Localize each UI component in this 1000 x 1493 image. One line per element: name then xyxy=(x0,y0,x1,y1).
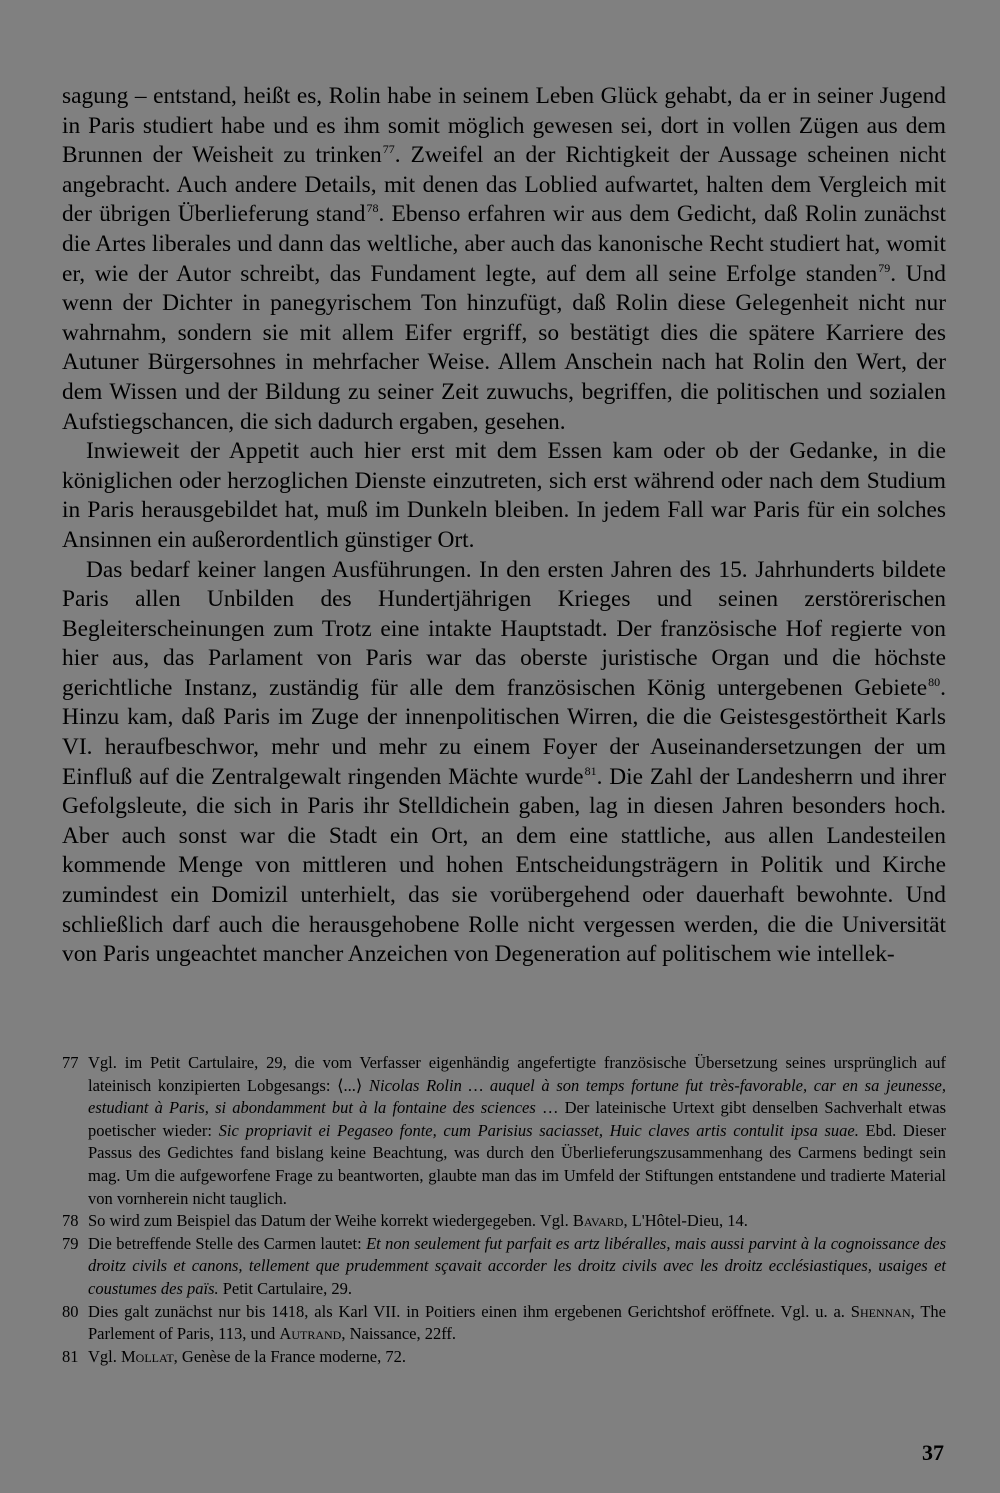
footnote-text: Dies galt zunächst nur bis 1418, als Karl VII. in Poitiers einen ihm ergebenen Gerichtshof eröffnete. Vgl. u. a. xyxy=(88,1301,851,1321)
footnote-77 xyxy=(62,1052,946,1210)
paragraph-3 xyxy=(62,556,946,970)
footnote-text: , Naissance, 22ff. xyxy=(341,1324,457,1344)
author-name: Mollat xyxy=(121,1346,174,1366)
footnote-quote: Nicolas Rolin … auquel à son temps fortune fut très-favorable, car en sa jeunesse, estudiant à Paris, si abondamment but à la fontaine des sciences xyxy=(88,1075,947,1118)
author-name: Shennan xyxy=(850,1301,911,1321)
footnote-text: , The Parlement of Paris, 113, und xyxy=(88,1301,946,1344)
footnote-number: 79 xyxy=(62,1233,79,1253)
footnotes xyxy=(62,1052,946,1368)
footnote-number: 77 xyxy=(62,1053,79,1072)
footnote-number: 78 xyxy=(62,1211,79,1231)
paragraph-text: . Hinzu kam, daß Paris im Zuge der innenpolitischen Wirren, die die Geistesgestörtheit Karls VI. heraufbeschwor, mehr und mehr zu einem Foyer der Auseinandersetzungen der um Einfluß auf die Zentralgewalt ringenden Mächte wurde xyxy=(62,674,946,790)
footnote-ref-79[interactable]: 79 xyxy=(878,260,891,275)
paragraph-text: . Zweifel an der Richtigkeit der Aussage scheinen nicht angebracht. Auch andere Details, mit denen das Loblied aufwartet, halten dem Vergleich mit der übrigen Überlieferung stand xyxy=(62,142,946,228)
footnote-text: … Der lateinische Urtext gibt denselben Sachverhalt etwas poetischer wieder: xyxy=(88,1098,946,1140)
paragraph-text: Das bedarf keiner langen Ausführungen. In den ersten Jahren des 15. Jahrhunderts bildete Paris allen Unbilden des Hundertjährigen Krieges und seinen zerstörerischen Begleiterscheinungen zum Trotz eine intakte Hauptstadt. Der französische Hof regierte von hier aus, das Parlament von Paris war das oberste juristische Organ und die höchste gerichtliche Instanz, zuständig für alle dem französischen König untergebenen Gebiete xyxy=(62,556,946,701)
footnote-81 xyxy=(62,1346,946,1369)
footnote-79 xyxy=(62,1233,946,1301)
paragraph-text: . Ebenso erfahren wir aus dem Gedicht, daß Rolin zunächst die Artes liberales und dann das weltliche, aber auch das kanonische Recht studiert hat, womit er, wie der Autor schreibt, das Fundament legte, auf dem all seine Erfolge standen xyxy=(62,201,947,287)
paragraph-text: . Die Zahl der Landesherrn und ihrer Gefolgsleute, die sich in Paris ihr Stelldichein gaben, lag in diesen Jahren besonders hoch. Aber auch sonst war die Stadt ein Ort, an dem eine stattliche, aus allen Landesteilen kommende Menge von mittleren und hohen Entscheidungsträgern in Politik und Kirche zumindest ein Domizil unterhielt, das sie vorübergehend oder dauerhaft bewohnte. Und schließlich darf auch die herausgehobene Rolle nicht vergessen werden, die die Universität von Paris ungeachtet mancher Anzeichen von Degeneration auf politischem wie intellek- xyxy=(62,763,946,968)
footnote-number: 81 xyxy=(62,1346,79,1366)
main-text xyxy=(62,82,946,970)
paragraph-2: Inwieweit der Appetit auch hier erst mit dem Essen kam oder ob der Gedanke, in die königlichen oder herzoglichen Dienste einzutreten, sich erst während oder nach dem Studium in Paris herausgebildet hat, muß im Dunkeln bleiben. In jedem Fall war Paris für ein solches Ansinnen ein außerordentlich günstiger Ort. xyxy=(62,438,946,553)
footnote-text: Petit Cartulaire, 29. xyxy=(218,1278,352,1298)
footnote-text: Vgl. im Petit Cartulaire, 29, die vom Verfasser eigenhändig angefertigte französische Übersetzung seines ursprünglich auf lateinisch konzipierten Lobgesangs: ⟨...⟩ xyxy=(88,1053,946,1095)
footnote-text: Ebd. Dieser Passus des Gedichtes fand bislang keine Beachtung, was durch den Überlieferungszusammenhang des Carmens bedingt sein mag. Um die aufgeworfene Frage zu beantworten, glaubte man das im Umfeld der Stiftungen entstandene und tradierte Material von vornherein nicht tauglich. xyxy=(88,1120,946,1208)
footnote-text: Vgl. xyxy=(88,1346,121,1366)
footnote-quote: Et non seulement fut parfait es artz libéralles, mais aussi parvint à la cognoissance des droitz civils et canons, tellement que prudemment sçavait accorder les droitz civils avec les droitz ecclésiastiques, usaiges et coustumes des païs. xyxy=(88,1233,946,1298)
footnote-ref-77[interactable]: 77 xyxy=(382,142,395,157)
footnote-ref-80[interactable]: 80 xyxy=(928,674,941,689)
paragraph-text: . Und wenn der Dichter in panegyrischem Ton hinzufügt, daß Rolin diese Gelegenheit nicht nur wahrnahm, sondern sie mit allem Eifer ergriff, so bestätigt dies die spätere Karriere des Autuner Bürgersohnes in mehrfacher Weise. Allem Anschein nach hat Rolin den Wert, der dem Wissen und der Bildung zu seiner Zeit zuwuchs, begriffen, die politischen und sozialen Aufstiegschancen, die sich dadurch ergaben, gesehen. xyxy=(62,260,947,435)
footnote-text: , L'Hôtel-Dieu, 14. xyxy=(623,1211,748,1231)
footnote-text: Die betreffende Stelle des Carmen lautet: xyxy=(88,1233,367,1253)
author-name: Autrand xyxy=(279,1324,342,1344)
paragraph-text: sagung – entstand, heißt es, Rolin habe in seinem Leben Glück gehabt, da er in seiner Jugend in Paris studiert habe und es ihm somit möglich gewesen sei, dort in vollen Zügen aus dem Brunnen der Weisheit zu trinken xyxy=(62,83,946,169)
footnote-78 xyxy=(62,1210,946,1233)
footnote-ref-78[interactable]: 78 xyxy=(366,201,379,216)
footnote-text: , Genèse de la France moderne, 72. xyxy=(173,1346,406,1366)
author-name: Bavard xyxy=(572,1211,624,1231)
footnote-text: So wird zum Beispiel das Datum der Weihe korrekt wiedergegeben. Vgl. xyxy=(88,1211,573,1231)
footnote-number: 80 xyxy=(62,1301,79,1321)
footnote-80 xyxy=(62,1301,946,1346)
footnote-quote: Sic propriavit ei Pegaseo fonte, cum Parisius saciasset, Huic claves artis contulit ipsa suae. xyxy=(218,1120,859,1140)
paragraph-1 xyxy=(62,82,946,437)
page-number: 37 xyxy=(922,1440,944,1465)
footnote-ref-81[interactable]: 81 xyxy=(584,763,597,778)
